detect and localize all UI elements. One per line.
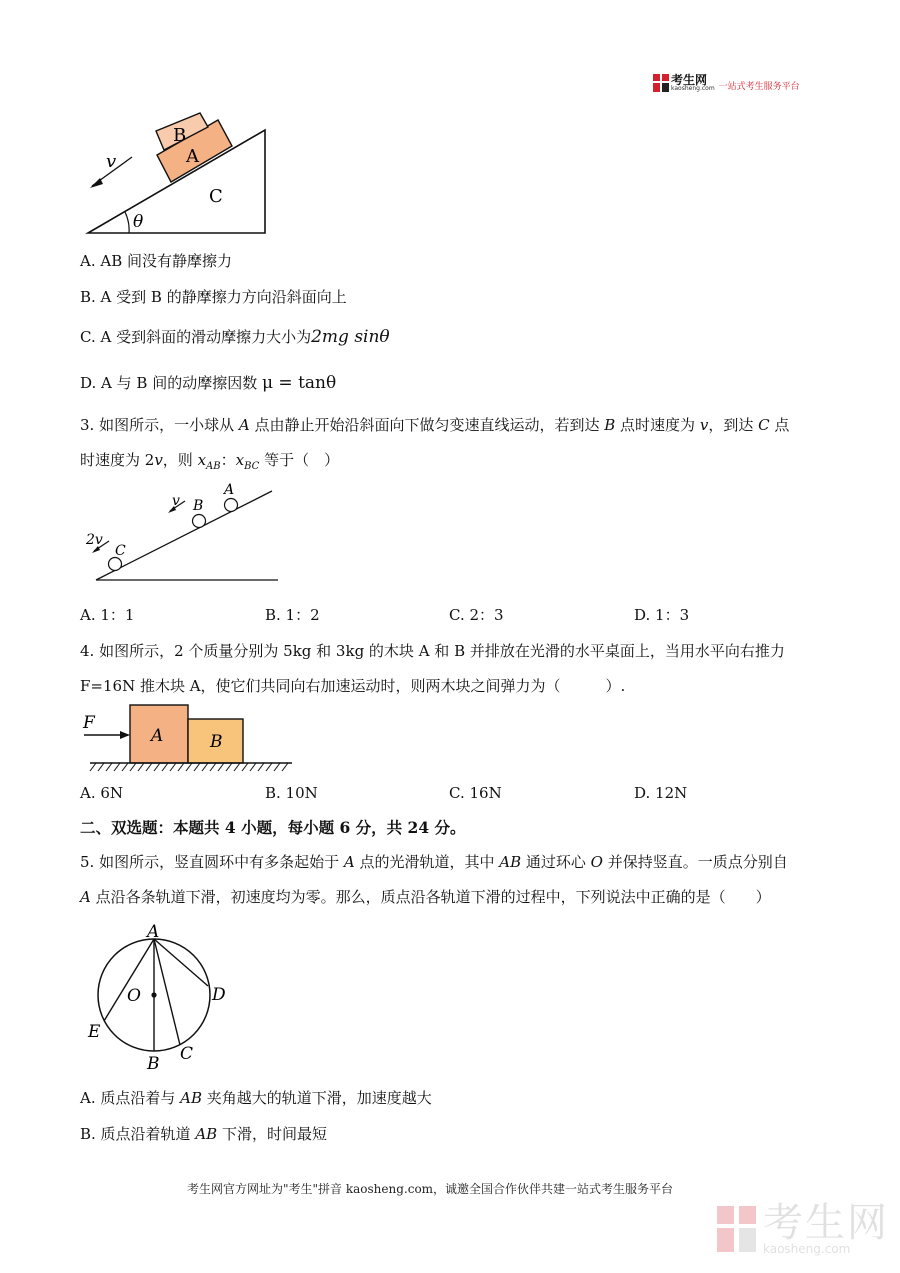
center-dot [151,992,156,997]
q5-stem-line2 [80,887,771,907]
q5-option-text: A. 质点沿着与 [80,1089,181,1107]
q4-label-b: B [210,732,223,752]
watermark-en: kaosheng.com [763,1242,851,1256]
angle-arc [125,212,129,233]
q3-text: B [604,416,616,434]
logo-name: 考生网 [671,72,708,87]
q3-text: ： [220,451,236,469]
ball-c [109,558,122,571]
q4-blocks-figure [80,703,295,775]
watermark-icon [717,1206,757,1252]
q3-label-2v: 2v [86,532,103,548]
ball-a [225,499,238,512]
q2-option-c-text: C. A 受到斜面的滑动摩擦力大小为 [80,328,312,346]
q5-option-text: B. 质点沿着轨道 [80,1125,196,1143]
q5-option-b [80,1124,327,1144]
q5-option-text: AB [180,1089,202,1107]
chord-ae [104,939,154,1021]
q5-text: AB [499,853,522,871]
q5-option-text: 下滑，时间最短 [217,1125,327,1143]
q5-text: 并保持竖直。一质点分别自 [602,853,788,871]
q2-option-b: B. A 受到 B 的静摩擦力方向沿斜面向上 [80,288,347,306]
q5-label-a: A [147,922,160,942]
q3-label-a: A [224,482,235,498]
page-footer: 考生网官方网址为"考生"拼音 kaosheng.com，诚邀全国合作伙伴共建一站式考生服务平台 [187,1182,674,1196]
label-theta: θ [133,212,144,232]
label-c: C [209,186,223,207]
q5-circle-figure [84,920,234,1072]
q4-stem-line2: F=16N 推木块 A，使它们共同向右加速运动时，则两木块之间弹力为（ ）. [80,677,626,695]
logo-domain: kaosheng.com [671,84,715,92]
q3-text: 点时速度为 [615,416,700,434]
label-v: v [106,151,117,172]
label-b: B [173,125,187,146]
q2-option-c [80,327,390,347]
logo-icon [653,74,669,92]
watermark [717,1200,889,1256]
q5-label-o: O [127,986,141,1006]
q2-incline-figure [85,110,275,240]
q3-text: v [699,416,709,434]
q3-text: ，则 [162,451,198,469]
q3-incline-figure [82,478,282,586]
q5-label-c: C [180,1044,194,1064]
chord-ac [154,939,180,1045]
q5-text: A [343,853,355,871]
header-logo [653,73,800,92]
q2-option-d-text: D. A 与 B 间的动摩擦因数 [80,374,258,392]
q4-option-b: B. 10N [265,784,318,802]
q2-option-a: A. AB 间没有静摩擦力 [80,252,232,270]
q3-text: AB [206,461,221,472]
q3-text: ，到达 [708,416,759,434]
q3-text: BC [244,461,260,472]
q3-option-a: A. 1：1 [80,606,135,624]
q4-option-a: A. 6N [80,784,124,802]
q4-option-d: D. 12N [634,784,688,802]
q3-label-b: B [193,498,204,514]
q3-text: v [154,451,163,469]
q5-text: 点沿各条轨道下滑，初速度均为零。那么，质点沿各轨道下滑的过程中，下列说法中正确的是（ ） [90,888,771,906]
q3-stem-line2 [80,450,339,477]
q3-option-d: D. 1：3 [634,606,690,624]
q5-text: O [590,853,603,871]
ball-b [193,515,206,528]
q5-label-e: E [88,1022,101,1042]
q4-label-a: A [151,726,164,746]
q3-text: 点 [769,416,790,434]
q5-option-text: AB [195,1125,218,1143]
header-slogan: 一站式考生服务平台 [718,82,800,92]
watermark-cn: 考生网 [763,1200,889,1246]
q5-text: 通过环心 [521,853,591,871]
q3-text: 3. 如图所示，一小球从 [80,416,239,434]
q3-text: 点由静止开始沿斜面向下做匀变速直线运动，若到达 [249,416,605,434]
q3-text: A [238,416,250,434]
q3-label-c: C [115,543,126,559]
q5-text: 5. 如图所示，竖直圆环中有多条起始于 [80,853,344,871]
q4-label-f: F [83,713,95,733]
q5-text: A [80,888,91,906]
q4-option-c: C. 16N [449,784,502,802]
q3-text: x [235,451,245,469]
q3-option-c: C. 2：3 [449,606,504,624]
section-heading: 二、双选题：本题共 4 小题，每小题 6 分，共 24 分。 [80,818,466,837]
q2-option-d-formula: μ = tanθ [261,373,337,393]
q3-text: x [197,451,207,469]
q2-option-c-formula: 2mg sinθ [311,327,390,347]
q5-label-b: B [147,1054,160,1072]
q5-option-a [80,1088,432,1108]
q3-text: 时速度为 2 [80,451,155,469]
q3-option-b: B. 1：2 [265,606,320,624]
label-a: A [186,146,199,167]
q3-stem-line1 [80,415,789,435]
q2-option-d [80,373,336,393]
q5-option-text: 夹角越大的轨道下滑，加速度越大 [202,1089,432,1107]
q5-text: 点的光滑轨道，其中 [354,853,500,871]
q4-stem-line1: 4. 如图所示，2 个质量分别为 5kg 和 3kg 的木块 A 和 B 并排放在光滑的水平桌面上，当用水平向右推力 [80,642,785,660]
q3-label-v: v [172,493,180,509]
q5-label-d: D [212,985,226,1005]
q3-text: C [758,416,770,434]
q5-stem-line1 [80,852,788,872]
q3-text: 等于（ ） [259,451,340,469]
